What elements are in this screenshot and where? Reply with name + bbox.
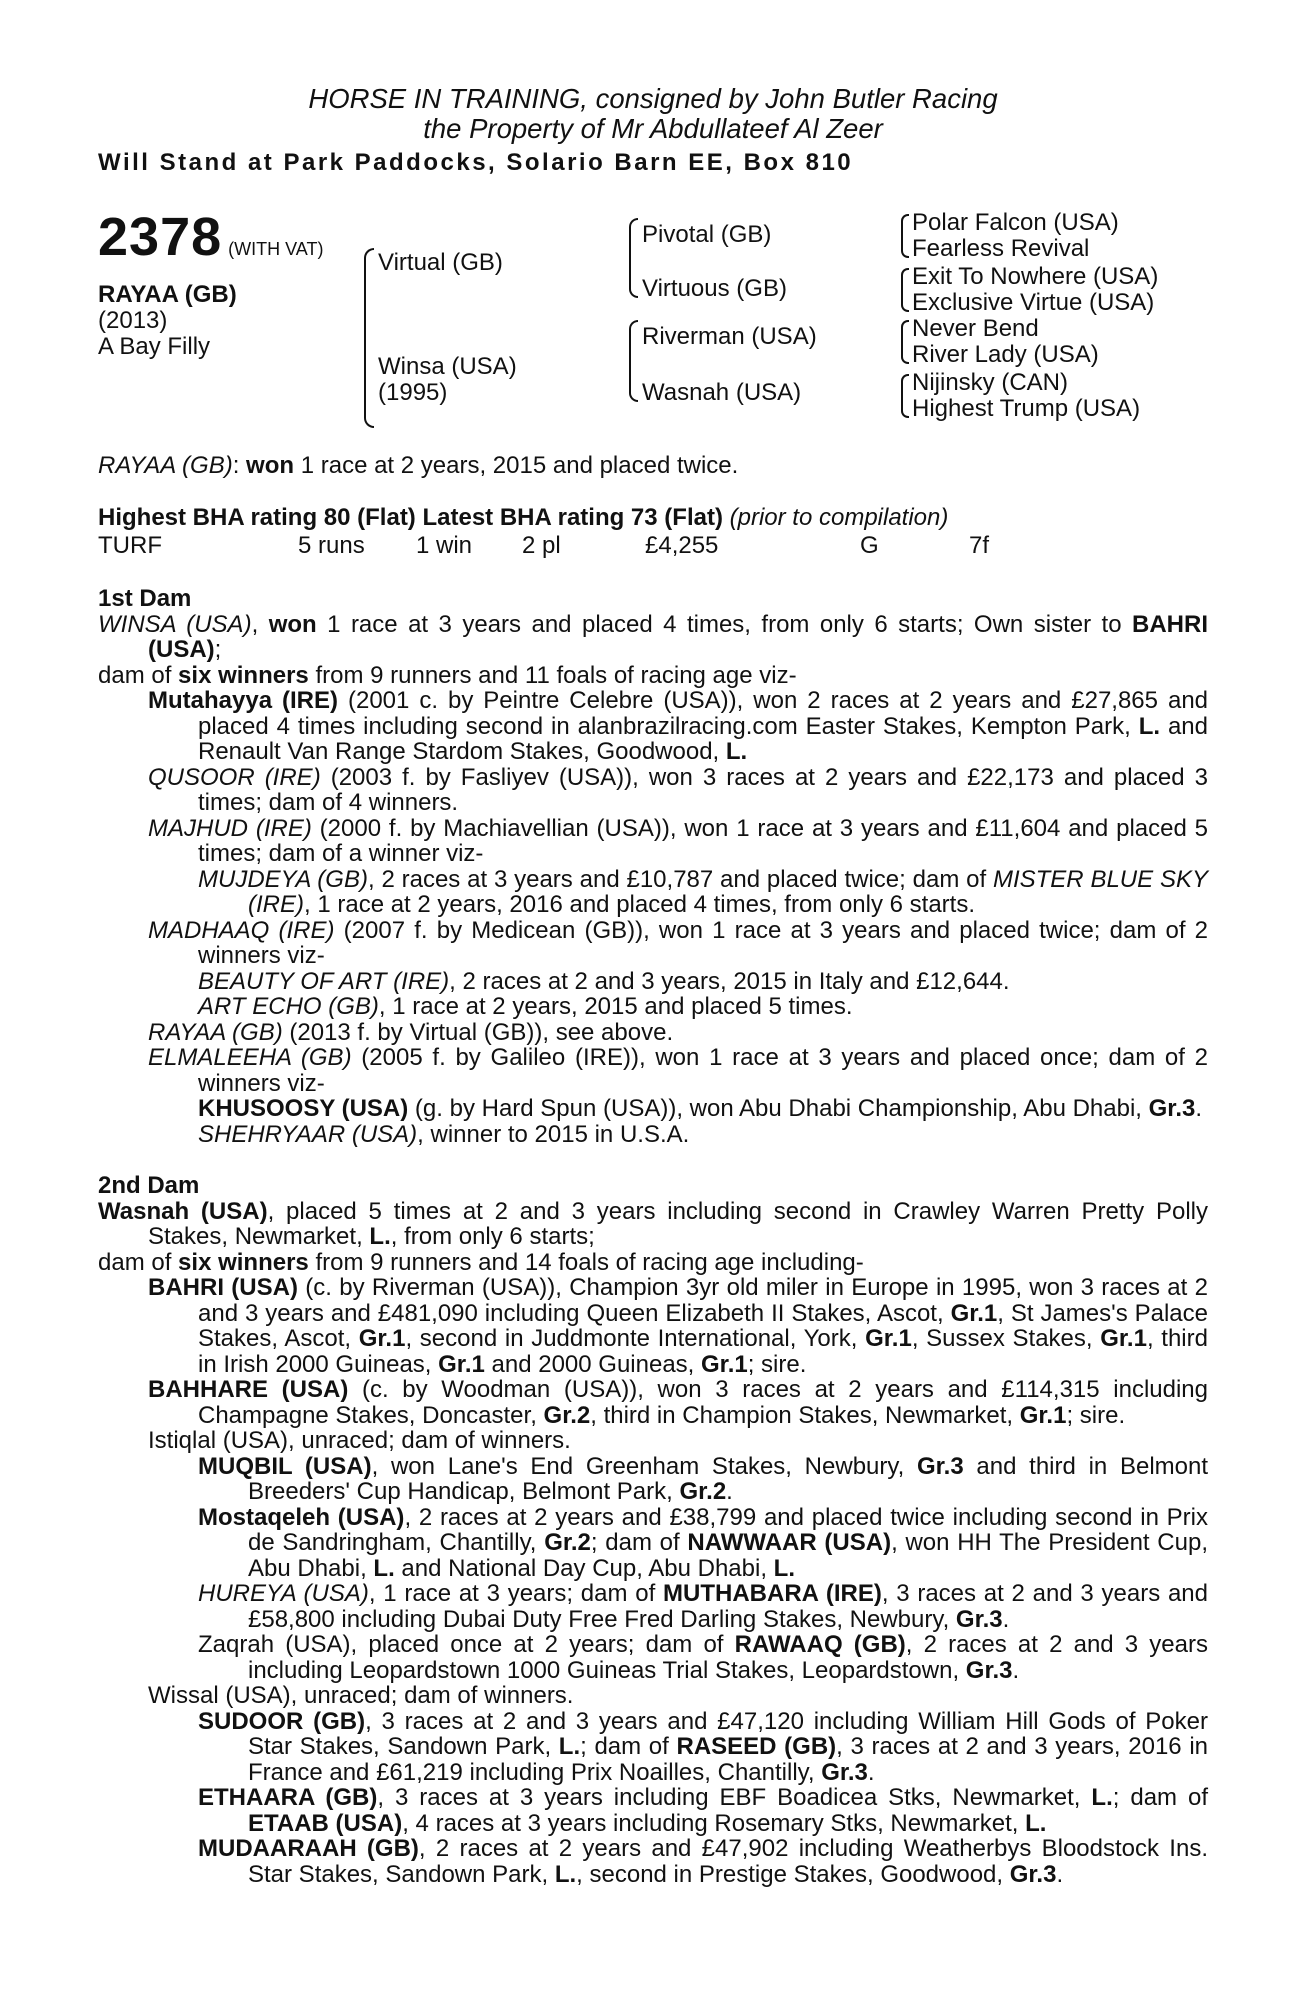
race-summary: RAYAA (GB): won 1 race at 2 years, 2015 and placed twice.: [98, 452, 739, 479]
sire-sire: Pivotal (GB): [642, 221, 772, 248]
brace-gen3-1: [901, 214, 909, 258]
produce-entry: QUSOOR (IRE) (2003 f. by Fasliyev (USA)), won 3 races at 2 years and £22,173 and placed 3 times; dam of 4 winners.: [148, 763, 1208, 816]
produce-entry: BAHHARE (USA) (c. by Woodman (USA)), won 3 races at 2 years and £114,315 including Champagne Stakes, Doncaster, Gr.2, third in Champion Stakes, Newmarket, Gr.1; sire.: [148, 1376, 1208, 1429]
sire-dam: Virtuous (GB): [642, 275, 787, 302]
dam-record: WINSA (USA), won 1 race at 3 years and placed 4 times, from only 6 starts; Own sister to BAHRI (USA);: [98, 610, 1208, 663]
horse-year: (2013): [98, 307, 168, 334]
sss: Polar Falcon (USA): [912, 209, 1119, 236]
produce-entry: MUDAARAAH (GB), 2 races at 2 years and £47,902 including Weatherbys Bloodstock Ins. Star Stakes, Sandown Park, L., second in Prestige Stakes, Goodwood, Gr.3.: [198, 1835, 1208, 1888]
vat-label: (WITH VAT): [228, 238, 324, 259]
dam: Winsa (USA): [378, 353, 517, 380]
lot-number: 2378: [98, 207, 223, 267]
brace-gen3-3: [901, 320, 909, 364]
produce-entry: ETHAARA (GB), 3 races at 3 years including EBF Boadicea Stks, Newmarket, L.; dam of ETAAB (USA), 4 races at 3 years including Rosemary Stks, Newmarket, L.: [198, 1784, 1208, 1837]
ssd: Fearless Revival: [912, 235, 1090, 262]
second-dam-heading: 2nd Dam: [98, 1172, 200, 1199]
dam-dam: Wasnah (USA): [642, 379, 802, 406]
second-dam-section: [98, 1173, 1208, 1887]
first-dam-section: [98, 586, 1208, 1147]
dam-record: Wasnah (USA), placed 5 times at 2 and 3 years including second in Crawley Warren Pretty Polly Stakes, Newmarket, L., from only 6 starts;: [98, 1197, 1208, 1250]
produce-entry: Istiqlal (USA), unraced; dam of winners.: [148, 1427, 571, 1454]
brace-gen3-2: [901, 268, 909, 312]
dds: Nijinsky (CAN): [912, 369, 1068, 396]
produce-entry: SHEHRYAAR (USA), winner to 2015 in U.S.A.: [198, 1120, 690, 1148]
brace-gen2-top: [629, 218, 638, 298]
dss: Never Bend: [912, 315, 1039, 342]
brace-gen2-bottom: [629, 320, 638, 402]
produce-entry: Wissal (USA), unraced; dam of winners.: [148, 1682, 574, 1709]
header-stand: Will Stand at Park Paddocks, Solario Barn EE, Box 810: [98, 149, 854, 176]
produce-entry: SUDOOR (GB), 3 races at 2 and 3 years and £47,120 including William Hill Gods of Poker Star Stakes, Sandown Park, L.; dam of RASEED (GB), 3 races at 2 and 3 years, 2016 in France and £61,219 including Prix Noailles, Chantilly, Gr.3.: [198, 1707, 1208, 1786]
produce-entry: BAHRI (USA) (c. by Riverman (USA)), Champion 3yr old miler in Europe in 1995, won 3 races at 2 and 3 years and £481,090 including Queen Elizabeth II Stakes, Ascot, Gr.1, St James's Palace Stakes, Ascot, Gr.1, second in Juddmonte International, York, Gr.1, Sussex Stakes, Gr.1, third in Irish 2000 Guineas, Gr.1 and 2000 Guineas, Gr.1; sire.: [148, 1274, 1209, 1378]
produce-entry: RAYAA (GB) (2013 f. by Virtual (GB)), see above.: [148, 1018, 674, 1046]
produce-entry: ELMALEEHA (GB) (2005 f. by Galileo (IRE)), won 1 race at 3 years and placed once; dam of 2 winners viz-: [148, 1044, 1209, 1097]
horse-name: RAYAA (GB): [98, 281, 237, 308]
header-consignor: HORSE IN TRAINING, consigned by John Butler Racing: [308, 83, 998, 114]
brace-gen3-4: [901, 374, 909, 418]
horse-description: A Bay Filly: [98, 333, 211, 360]
produce-summary: dam of six winners from 9 runners and 11 foals of racing age viz-: [98, 661, 797, 689]
sire: Virtual (GB): [378, 249, 503, 276]
produce-entry: MUJDEYA (GB), 2 races at 3 years and £10,787 and placed twice; dam of MISTER BLUE SKY (IRE), 1 race at 2 years, 2016 and placed 4 times, from only 6 starts.: [198, 865, 1208, 918]
produce-entry: BEAUTY OF ART (IRE), 2 races at 2 and 3 years, 2015 in Italy and £12,644.: [198, 967, 1010, 995]
catalogue-page: [98, 84, 1208, 1887]
produce-entry: MUQBIL (USA), won Lane's End Greenham Stakes, Newbury, Gr.3 and third in Belmont Breeders' Cup Handicap, Belmont Park, Gr.2.: [198, 1452, 1208, 1505]
dsd: River Lady (USA): [912, 341, 1099, 368]
pedigree-block: [98, 207, 1208, 440]
produce-entry: ART ECHO (GB), 1 race at 2 years, 2015 and placed 5 times.: [198, 993, 853, 1020]
produce-entry: Mostaqeleh (USA), 2 races at 2 years and £38,799 and placed twice including second in Prix de Sandringham, Chantilly, Gr.2; dam of NAWWAAR (USA), won HH The President Cup, Abu Dhabi, L. and National Day Cup, Abu Dhabi, L.: [198, 1503, 1209, 1582]
produce-entry: MADHAAQ (IRE) (2007 f. by Medicean (GB)), won 1 race at 3 years and placed twice; dam of 2 winners viz-: [148, 916, 1208, 969]
sds: Exit To Nowhere (USA): [912, 263, 1159, 290]
bha-rating: Highest BHA rating 80 (Flat) Latest BHA rating 73 (Flat) (prior to compilation): [98, 504, 949, 531]
produce-entry: Mutahayya (IRE) (2001 c. by Peintre Celebre (USA)), won 2 races at 2 years and £27,865 and placed 4 times including second in alanbrazilracing.com Easter Stakes, Kempton Park, L. and Renault Van Range Stardom Stakes, Goodwood, L.: [148, 687, 1209, 765]
turf-record: TURF 5 runs 1 win 2 pl £4,255 G 7f: [98, 532, 990, 559]
produce-entry: Zaqrah (USA), placed once at 2 years; dam of RAWAAQ (GB), 2 races at 2 and 3 years including Leopardstown 1000 Guineas Trial Stakes, Leopardstown, Gr.3.: [198, 1631, 1208, 1684]
dam-sire: Riverman (USA): [642, 323, 817, 350]
lot-number-line: [98, 207, 324, 267]
produce-entry: MAJHUD (IRE) (2000 f. by Machiavellian (USA)), won 1 race at 3 years and £11,604 and placed 5 times; dam of a winner viz-: [148, 814, 1209, 867]
first-dam-heading: 1st Dam: [98, 585, 192, 612]
produce-entry: HUREYA (USA), 1 race at 3 years; dam of MUTHABARA (IRE), 3 races at 2 and 3 years and £58,800 including Dubai Duty Free Fred Darling Stakes, Newbury, Gr.3.: [198, 1580, 1208, 1633]
sdd: Exclusive Virtue (USA): [912, 289, 1155, 316]
produce-entry: KHUSOOSY (USA) (g. by Hard Spun (USA)), won Abu Dhabi Championship, Abu Dhabi, Gr.3.: [198, 1095, 1203, 1122]
produce-summary: dam of six winners from 9 runners and 14 foals of racing age including-: [98, 1248, 864, 1276]
brace-gen1: [364, 248, 374, 428]
dam-year: (1995): [378, 379, 448, 406]
ddd: Highest Trump (USA): [912, 395, 1141, 422]
header-owner: the Property of Mr Abdullateef Al Zeer: [423, 113, 883, 144]
